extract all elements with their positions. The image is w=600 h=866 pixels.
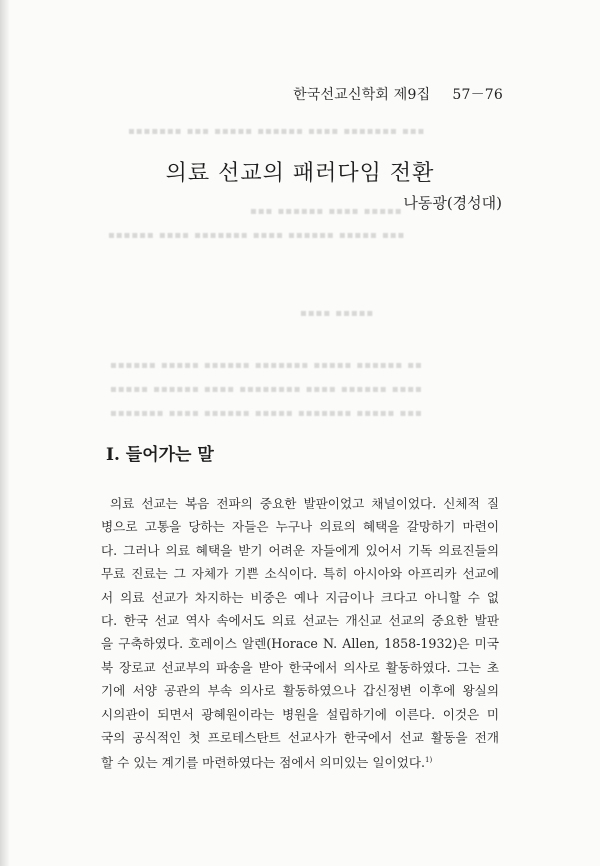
body-line: 무료 진료는 그 자체가 기쁜 소식이다. 특히 아시아와 아프리카 선교에 bbox=[101, 566, 499, 582]
body-line: 기에 서양 공관의 부속 의사로 활동하였으나 갑신정변 이후에 왕실의 bbox=[101, 683, 499, 699]
body-line: 을 구축하였다. 호레이스 알렌(Horace N. Allen, 1858-1932)은 미국 bbox=[101, 636, 499, 652]
journal-name: 한국선교신학회 제9집 bbox=[293, 87, 431, 103]
section-heading: I. 들어가는 말 bbox=[106, 445, 214, 465]
author-affiliation: 나동광(경성대) bbox=[403, 194, 502, 212]
body-line: 서 의료 선교가 차지하는 비중은 예나 지금이나 크다고 아니할 수 없 bbox=[101, 589, 499, 605]
bleed-through: ▪▪▪▪▪▪ ▪▪▪▪ ▪▪▪▪▪▪▪ ▪▪▪▪ ▪▪▪▪▪▪ ▪▪▪▪▪ ▪▪▪ bbox=[108, 230, 406, 241]
running-header bbox=[293, 84, 503, 104]
body-line: 병으로 고통을 당하는 자들은 누구나 의료의 혜택을 갈망하기 마련이 bbox=[101, 519, 499, 535]
body-line: 북 장로교 선교부의 파송을 받아 한국에서 의사로 활동하였다. 그는 초 bbox=[101, 659, 499, 675]
body-paragraph bbox=[101, 492, 499, 775]
scan-edge bbox=[0, 0, 10, 866]
page-range: 57－76 bbox=[452, 87, 503, 103]
body-line-last bbox=[101, 749, 499, 774]
body-line: 시의관이 되면서 광혜원이라는 병원을 설립하기에 이른다. 이것은 미 bbox=[101, 706, 499, 722]
footnote-marker: 1) bbox=[425, 756, 433, 765]
body-line-text: 할 수 있는 계기를 마련하였다는 점에서 의미있는 일이었다. bbox=[101, 755, 425, 771]
bleed-through: ▪▪▪▪ ▪▪▪▪▪ bbox=[300, 308, 375, 319]
body-line: 다. 한국 선교 역사 속에서도 의료 선교는 개신교 선교의 중요한 발판 bbox=[101, 613, 499, 629]
body-line: 의료 선교는 복음 전파의 중요한 발판이었고 채널이었다. 신체적 질 bbox=[110, 496, 499, 511]
article-title: 의료 선교의 패러다임 전환 bbox=[165, 160, 435, 186]
bleed-through: ▪▪▪▪▪▪▪ ▪▪▪▪ ▪▪▪▪▪▪ ▪▪▪▪▪ ▪▪▪▪▪▪▪ ▪▪▪▪▪ ▪▪▪ bbox=[110, 408, 423, 419]
body-line: 다. 그러나 의료 혜택을 받기 어려운 자들에게 있어서 기독 의료진들의 bbox=[101, 542, 499, 558]
bleed-through: ▪▪▪▪▪ ▪▪▪▪▪▪ ▪▪▪▪ ▪▪▪▪▪▪▪▪ ▪▪▪▪ ▪▪▪▪▪▪ ▪▪▪▪ bbox=[110, 384, 423, 395]
bleed-through: ▪▪▪ ▪▪▪▪▪▪ ▪▪▪▪ ▪▪▪▪▪ bbox=[250, 206, 403, 217]
body-line: 국의 공식적인 첫 프로테스탄트 선교사가 한국에서 선교 활동을 전개 bbox=[101, 730, 499, 746]
bleed-through: ▪▪▪▪▪▪ ▪▪▪▪▪ ▪▪▪▪▪▪ ▪▪▪▪▪▪▪ ▪▪▪▪▪ ▪▪▪▪▪▪ ▪▪ bbox=[110, 360, 423, 371]
bleed-through: ▪▪▪▪▪▪▪ ▪▪▪ ▪▪▪▪▪ ▪▪▪▪▪▪ ▪▪▪▪ ▪▪▪▪▪▪▪ ▪▪▪ bbox=[128, 126, 426, 137]
